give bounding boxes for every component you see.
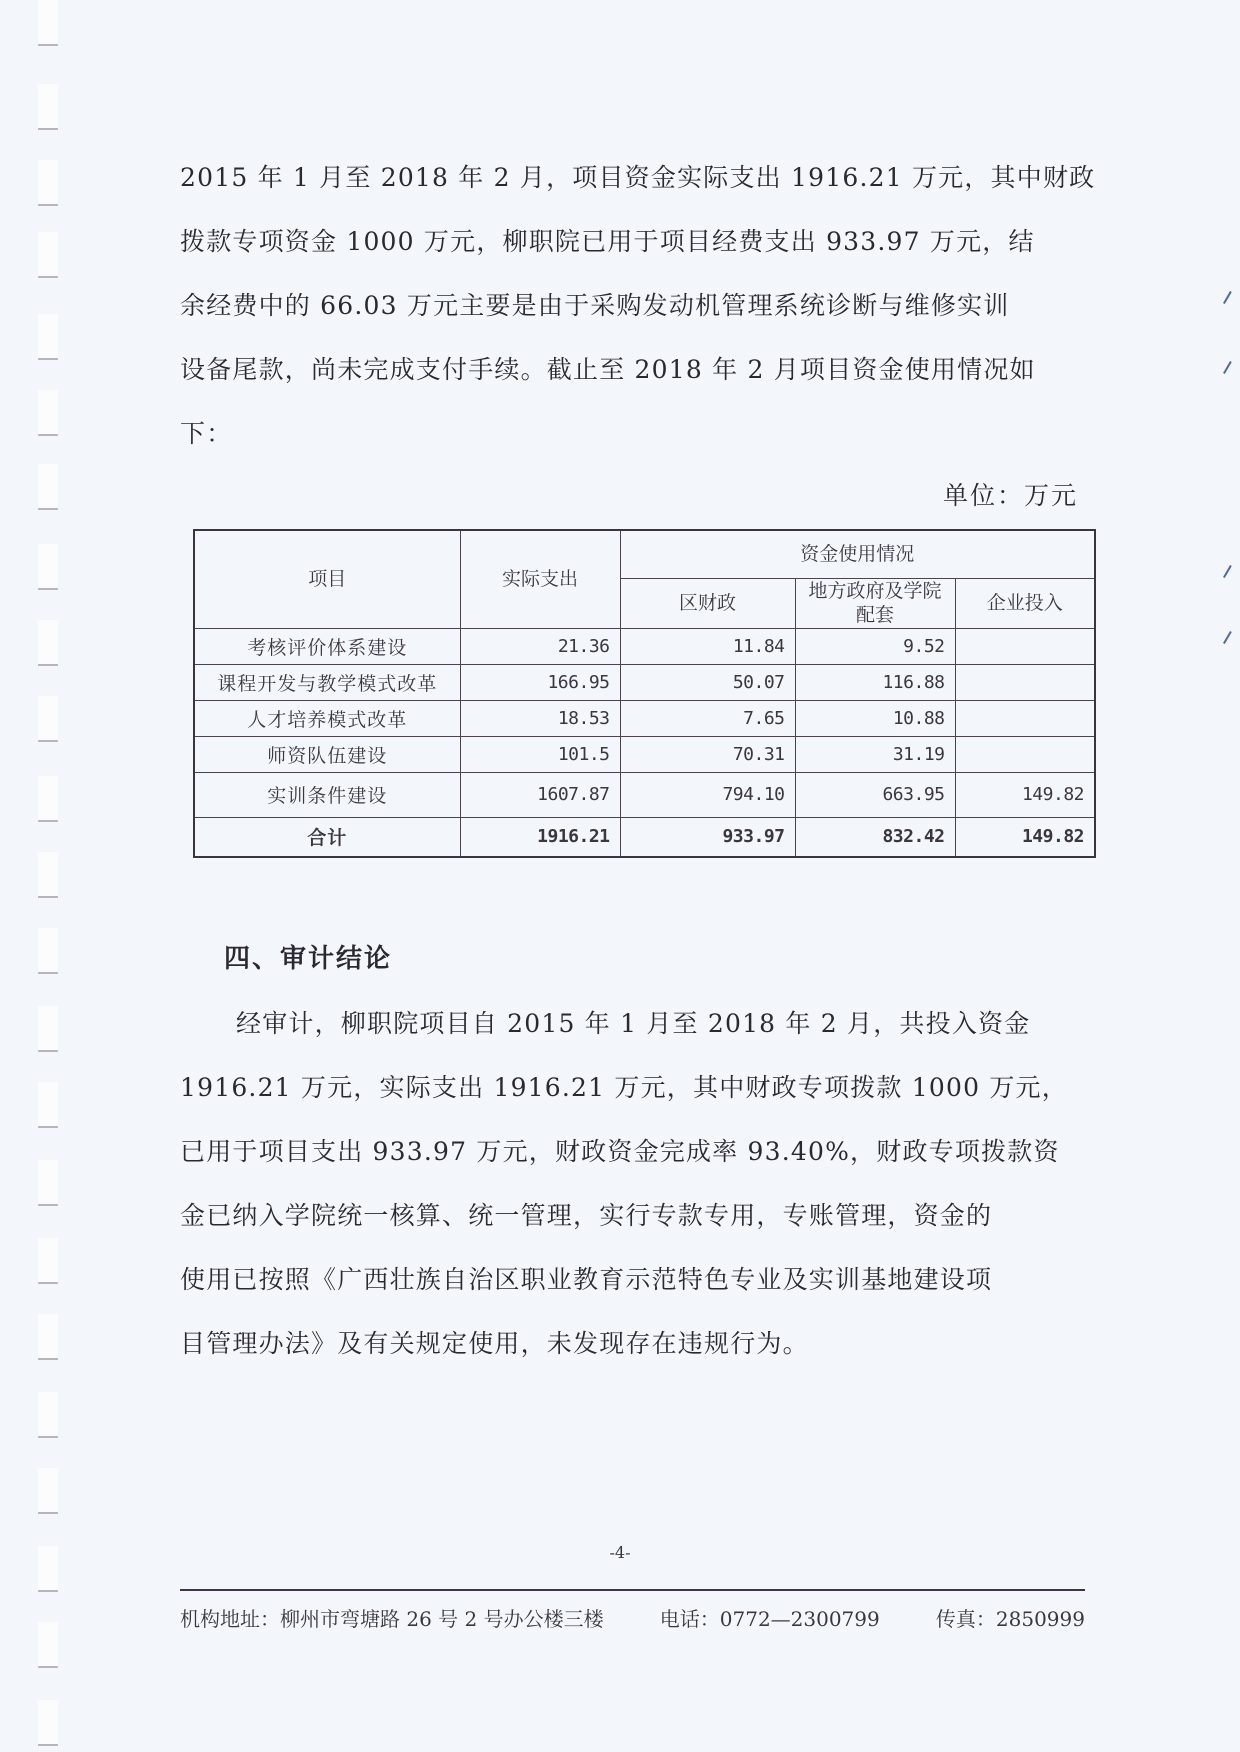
binding-hole <box>38 1082 58 1128</box>
binding-hole <box>38 852 58 898</box>
footer-phone: 电话：0772—2300799 <box>659 1607 880 1631</box>
unit-label: 单位：万元 <box>942 481 1078 510</box>
cell-item: 师资队伍建设 <box>194 736 460 772</box>
paragraph-line: 拨款专项资金 1000 万元，柳职院已用于项目经费支出 933.97 万元，结 <box>180 227 1035 256</box>
cell-item: 人才培养模式改革 <box>194 700 460 736</box>
header-local-gov-college: 地方政府及学院配套 <box>795 578 955 628</box>
binding-hole <box>38 620 58 666</box>
edge-mark <box>1223 631 1237 647</box>
cell-total-label: 合计 <box>194 817 460 857</box>
cell-total-local: 832.42 <box>795 817 955 857</box>
paragraph-line: 已用于项目支出 933.97 万元，财政资金完成率 93.40%，财政专项拨款资 <box>180 1137 1060 1166</box>
edge-marks <box>1210 0 1240 1752</box>
paragraph-line: 余经费中的 66.03 万元主要是由于采购发动机管理系统诊断与维修实训 <box>180 291 1010 320</box>
section-heading: 四、审计结论 <box>224 944 393 974</box>
binding-hole <box>38 0 58 46</box>
cell-local: 116.88 <box>795 664 955 700</box>
fund-usage-table <box>193 529 1096 858</box>
table-row <box>194 736 1095 772</box>
footer <box>180 1603 1085 1632</box>
cell-item: 课程开发与教学模式改革 <box>194 664 460 700</box>
page-number: -4- <box>609 1543 631 1562</box>
cell-item: 实训条件建设 <box>194 772 460 817</box>
binding-hole <box>38 314 58 360</box>
binding-hole <box>38 1006 58 1052</box>
cell-regional: 794.10 <box>620 772 795 817</box>
header-enterprise: 企业投入 <box>955 578 1095 628</box>
binding-hole <box>38 1468 58 1514</box>
table-row <box>194 772 1095 817</box>
cell-actual: 18.53 <box>460 700 620 736</box>
binding-hole <box>38 928 58 974</box>
paragraph-line: 目管理办法》及有关规定使用，未发现存在违规行为。 <box>180 1329 809 1358</box>
cell-total-actual: 1916.21 <box>460 817 620 857</box>
cell-regional: 11.84 <box>620 628 795 664</box>
cell-actual: 1607.87 <box>460 772 620 817</box>
header-regional-finance: 区财政 <box>620 578 795 628</box>
cell-actual: 166.95 <box>460 664 620 700</box>
paragraph-line: 设备尾款，尚未完成支付手续。截止至 2018 年 2 月项目资金使用情况如 <box>180 355 1036 384</box>
paragraph-line: 经审计，柳职院项目自 2015 年 1 月至 2018 年 2 月，共投入资金 <box>236 1009 1031 1038</box>
cell-actual: 101.5 <box>460 736 620 772</box>
edge-mark <box>1223 361 1237 377</box>
table-row <box>194 628 1095 664</box>
header-item: 项目 <box>194 530 460 628</box>
cell-enterprise <box>955 664 1095 700</box>
table-total-row <box>194 817 1095 857</box>
cell-enterprise <box>955 628 1095 664</box>
binding-hole <box>38 1700 58 1746</box>
binding-hole <box>38 696 58 742</box>
cell-regional: 7.65 <box>620 700 795 736</box>
table-row <box>194 664 1095 700</box>
binding-hole <box>38 464 58 510</box>
edge-mark <box>1223 291 1237 307</box>
table-header-row <box>194 530 1095 578</box>
cell-local: 663.95 <box>795 772 955 817</box>
conclusion-paragraph <box>180 992 1085 1376</box>
header-actual: 实际支出 <box>460 530 620 628</box>
binding-hole <box>38 1622 58 1668</box>
binding-hole <box>38 776 58 822</box>
header-usage-group: 资金使用情况 <box>620 530 1095 578</box>
binding-hole <box>38 390 58 436</box>
paragraph-line: 使用已按照《广西壮族自治区职业教育示范特色专业及实训基地建设项 <box>180 1265 993 1294</box>
binding-hole <box>38 1314 58 1360</box>
binding-hole <box>38 84 58 130</box>
footer-divider <box>180 1589 1085 1591</box>
funding-paragraph <box>180 146 1096 466</box>
cell-total-enterprise: 149.82 <box>955 817 1095 857</box>
cell-regional: 50.07 <box>620 664 795 700</box>
cell-enterprise <box>955 700 1095 736</box>
cell-enterprise: 149.82 <box>955 772 1095 817</box>
paragraph-line: 2015 年 1 月至 2018 年 2 月，项目资金实际支出 1916.21 万元，其中财政 <box>180 163 1096 192</box>
cell-enterprise <box>955 736 1095 772</box>
cell-item: 考核评价体系建设 <box>194 628 460 664</box>
cell-local: 10.88 <box>795 700 955 736</box>
paragraph-line: 金已纳入学院统一核算、统一管理，实行专款专用，专账管理，资金的 <box>180 1201 993 1230</box>
binding-hole <box>38 1160 58 1206</box>
cell-local: 31.19 <box>795 736 955 772</box>
table-row <box>194 700 1095 736</box>
binding-hole <box>38 160 58 206</box>
binding-holes <box>38 0 62 1752</box>
cell-regional: 70.31 <box>620 736 795 772</box>
cell-actual: 21.36 <box>460 628 620 664</box>
binding-hole <box>38 1392 58 1438</box>
cell-local: 9.52 <box>795 628 955 664</box>
footer-fax: 传真：2850999 <box>935 1607 1085 1631</box>
footer-address: 机构地址：柳州市弯塘路 26 号 2 号办公楼三楼 <box>180 1607 604 1631</box>
binding-hole <box>38 544 58 590</box>
binding-hole <box>38 1238 58 1284</box>
paragraph-line: 下： <box>180 419 233 448</box>
cell-total-regional: 933.97 <box>620 817 795 857</box>
paragraph-line: 1916.21 万元，实际支出 1916.21 万元，其中财政专项拨款 1000 万元， <box>180 1073 1068 1102</box>
binding-hole <box>38 232 58 278</box>
edge-mark <box>1223 565 1237 581</box>
